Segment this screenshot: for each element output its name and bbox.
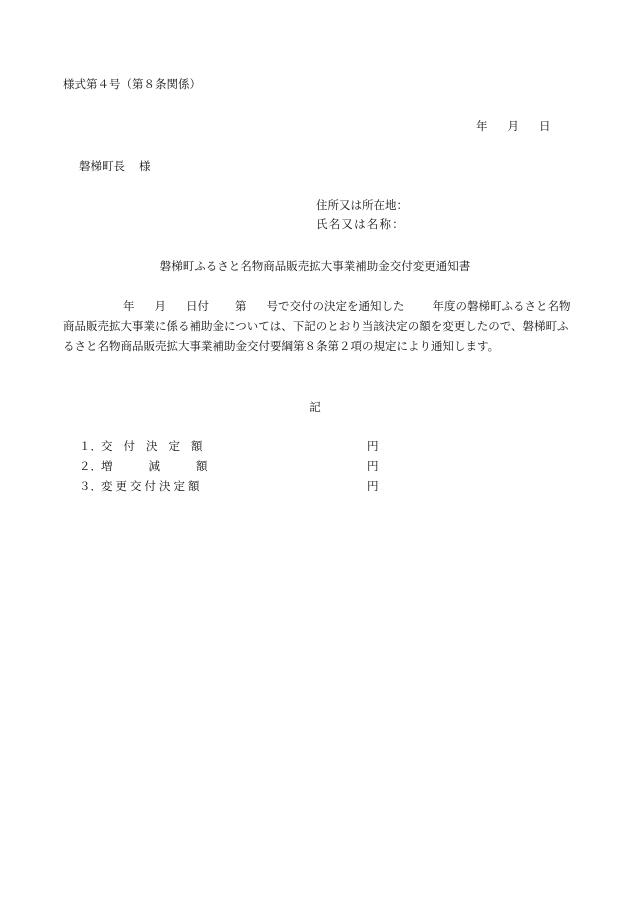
item-number: １． — [79, 439, 102, 453]
item-unit: 円 — [367, 479, 379, 493]
date-month: 月 — [507, 119, 519, 133]
item-label-part: 額 — [196, 459, 208, 473]
item-changed-grant-amount — [79, 478, 379, 494]
body-paragraph — [63, 296, 577, 356]
item-label-part: 交 — [101, 439, 113, 453]
date-day: 日 — [539, 119, 551, 133]
body-year: 年 — [123, 299, 135, 313]
date-year: 年 — [476, 119, 488, 133]
recipient-honorific: 様 — [139, 159, 151, 173]
item-unit: 円 — [367, 459, 379, 473]
item-label-part: 付 — [123, 439, 135, 453]
body-no-prefix: 第 — [235, 299, 247, 313]
item-label-part: 決 — [146, 439, 158, 453]
item-label-part: 額 — [191, 439, 203, 453]
date-line — [476, 118, 551, 134]
item-label-part: 増 — [101, 459, 113, 473]
ki-heading: 記 — [309, 400, 321, 414]
body-day: 日付 — [186, 299, 209, 313]
form-number: 様式第４号（第８条関係） — [63, 77, 201, 91]
recipient — [79, 158, 151, 174]
body-fiscal-year: 年度の磐梯町ふるさと名物商品販売拡大事業に係る補助金については、下記のとおり当該決定の額を変更したので、磐梯町ふるさと名物商品販売拡大事業補助金交付要綱第８条第２項の規定により通知します。 — [63, 299, 571, 353]
address-label: 住所又は所在地： — [316, 198, 408, 212]
item-number: ２． — [79, 459, 102, 473]
item-unit: 円 — [367, 439, 379, 453]
body-no-suffix: 号で交付の決定を通知した — [266, 299, 405, 313]
item-grant-amount — [79, 438, 379, 454]
recipient-name: 磐梯町長 — [79, 159, 125, 173]
body-month: 月 — [154, 299, 166, 313]
document-title: 磐梯町ふるさと名物商品販売拡大事業補助金交付変更通知書 — [159, 259, 471, 273]
name-label: 氏名又は名称： — [316, 217, 405, 231]
item-label: 変更交付決定額 — [101, 479, 203, 493]
item-label-part: 定 — [168, 439, 180, 453]
item-number: ３． — [79, 479, 102, 493]
item-change-amount — [79, 458, 379, 474]
item-label-part: 減 — [148, 459, 160, 473]
